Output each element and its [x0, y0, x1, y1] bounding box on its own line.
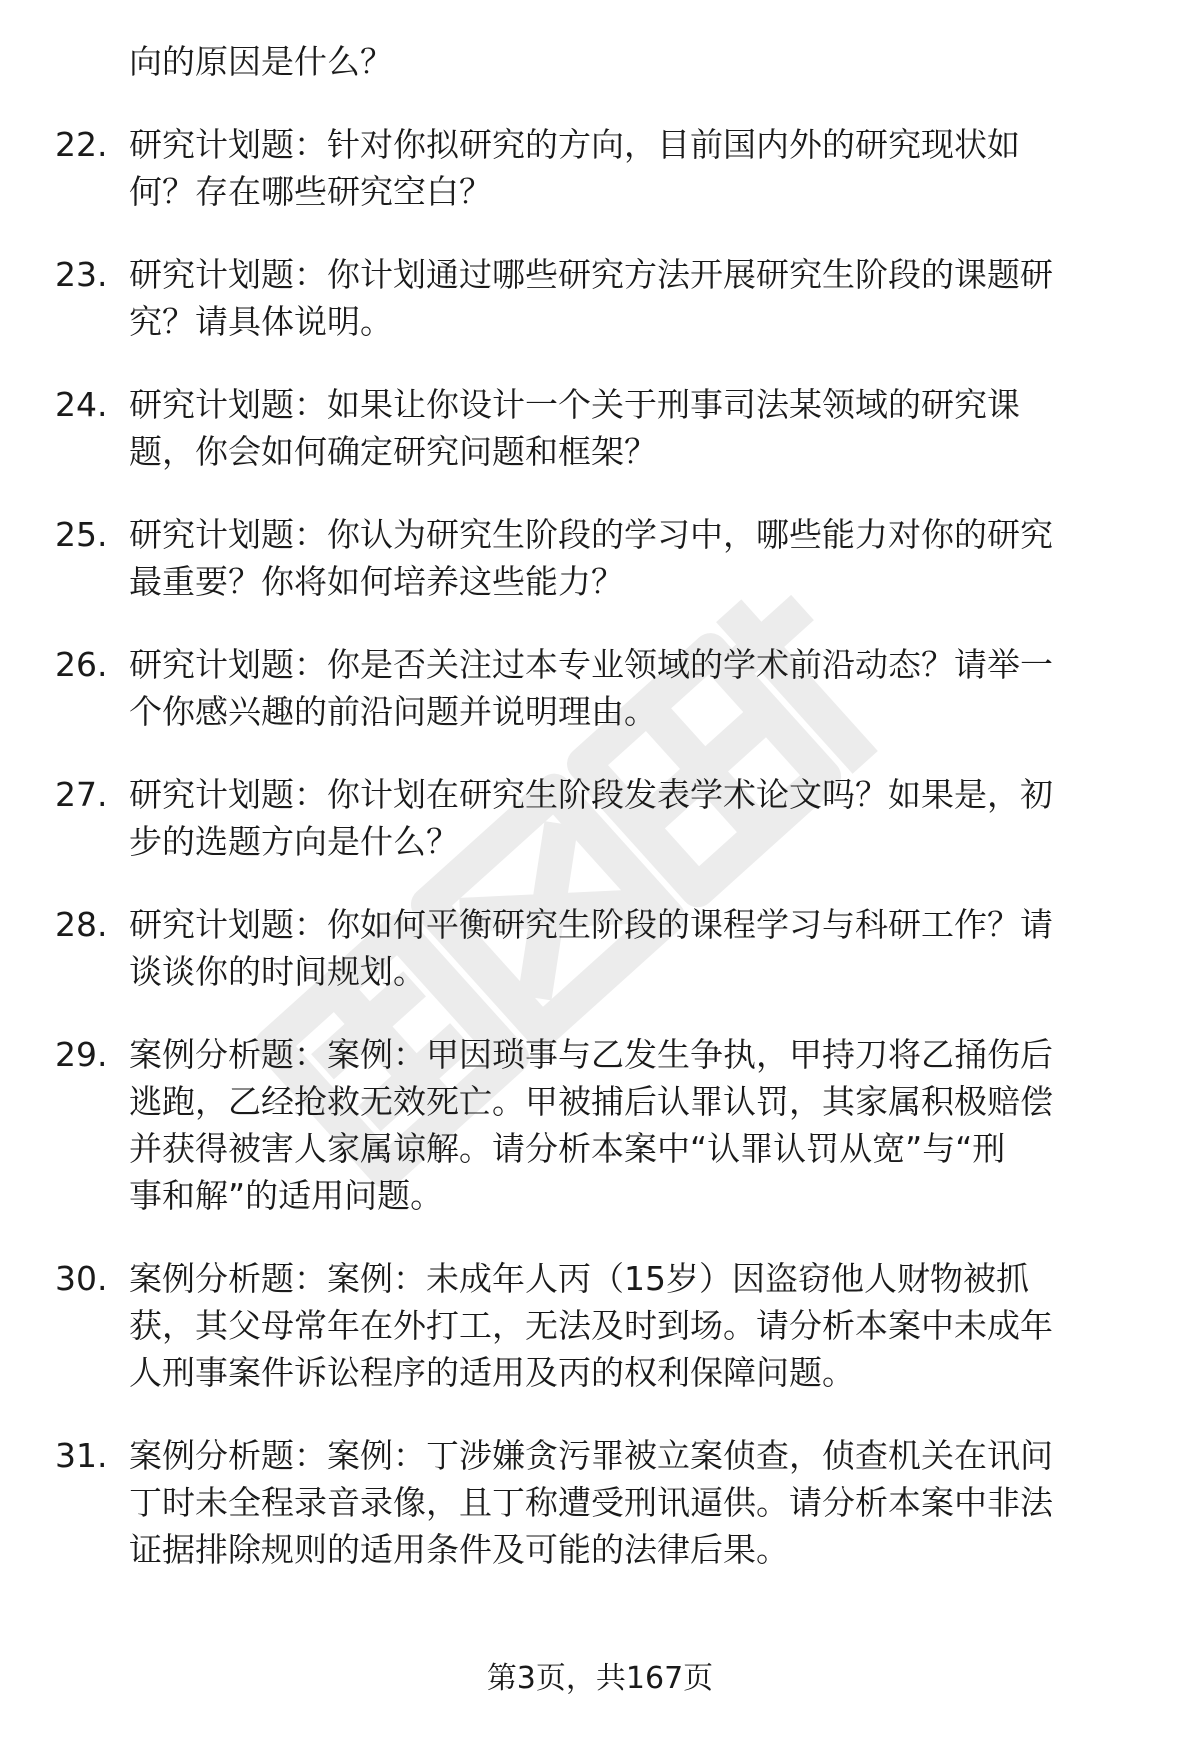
question-item — [55, 1031, 1145, 1219]
question-item — [55, 251, 1145, 345]
question-number: 22. — [55, 125, 108, 164]
question-number: 25. — [55, 515, 108, 554]
question-text: 研究计划题：如果让你设计一个关于刑事司法某领域的研究课 题，你会如何确定研究问题和框架？ — [129, 385, 1020, 471]
question-text: 研究计划题：你计划在研究生阶段发表学术论文吗？如果是，初 步的选题方向是什么？ — [129, 775, 1053, 861]
question-text: 案例分析题：案例：甲因琐事与乙发生争执，甲持刀将乙捅伤后 逃跑，乙经抢救无效死亡。甲被捕后认罪认罚，其家属积极赔偿 并获得被害人家属谅解。请分析本案中“认罪认罚从宽”与“刑 事和解”的适用问题。 — [129, 1035, 1053, 1215]
question-text: 研究计划题：你认为研究生阶段的学习中，哪些能力对你的研究 最重要？你将如何培养这些能力？ — [129, 515, 1053, 601]
question-text: 研究计划题：你如何平衡研究生阶段的课程学习与科研工作？请 谈谈你的时间规划。 — [129, 905, 1053, 991]
question-number: 27. — [55, 775, 108, 814]
question-text: 研究计划题：你是否关注过本专业领域的学术前沿动态？请举一 个你感兴趣的前沿问题并说明理由。 — [129, 645, 1053, 731]
question-number: 30. — [55, 1259, 108, 1298]
question-item — [55, 121, 1145, 215]
question-text: 案例分析题：案例：未成年人丙（15岁）因盗窃他人财物被抓 获，其父母常年在外打工，无法及时到场。请分析本案中未成年 人刑事案件诉讼程序的适用及丙的权利保障问题。 — [129, 1259, 1053, 1392]
question-number: 31. — [55, 1436, 108, 1475]
question-number: 28. — [55, 905, 108, 944]
question-number: 23. — [55, 255, 108, 294]
question-item — [55, 641, 1145, 735]
question-number: 29. — [55, 1035, 108, 1074]
question-item — [55, 771, 1145, 865]
question-number: 24. — [55, 385, 108, 424]
question-item — [55, 1255, 1145, 1396]
question-item — [55, 511, 1145, 605]
page-number-footer: 第3页，共167页 — [486, 1661, 714, 1696]
question-item — [55, 901, 1145, 995]
question-item — [55, 381, 1145, 475]
question-number: 26. — [55, 645, 108, 684]
question-text: 案例分析题：案例：丁涉嫌贪污罪被立案侦查，侦查机关在讯问 丁时未全程录音录像，且丁称遭受刑讯逼供。请分析本案中非法 证据排除规则的适用条件及可能的法律后果。 — [129, 1436, 1053, 1569]
question-list — [55, 38, 1145, 1609]
question-text: 研究计划题：针对你拟研究的方向，目前国内外的研究现状如 何？存在哪些研究空白？ — [129, 125, 1020, 211]
question-item — [55, 1432, 1145, 1573]
question-text: 研究计划题：你计划通过哪些研究方法开展研究生阶段的课题研 究？请具体说明。 — [129, 255, 1053, 341]
continued-question-text: 向的原因是什么？ — [129, 42, 393, 81]
